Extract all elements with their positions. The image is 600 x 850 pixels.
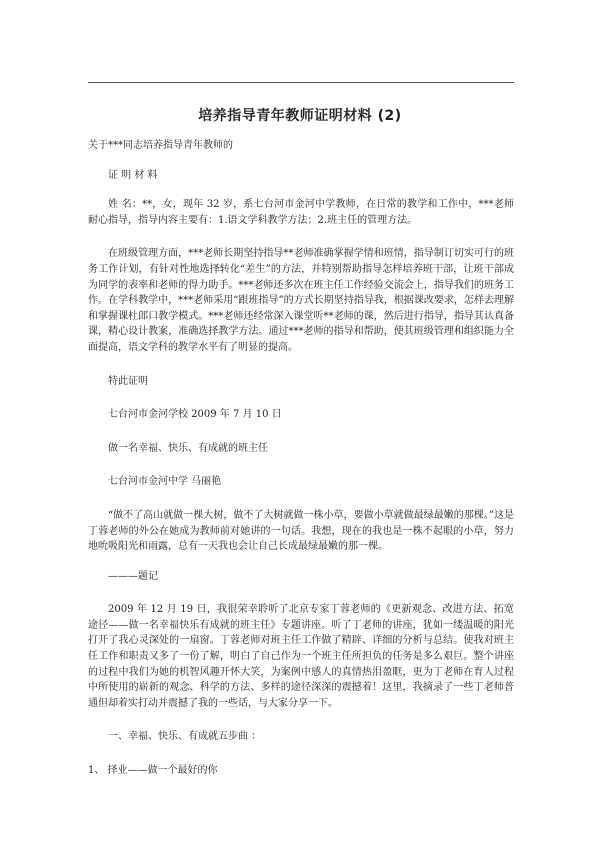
signature-line: 七台河市金河学校 2009 年 7 月 10 日 [108,409,282,421]
certificate-heading: 证 明 材 料 [108,169,158,181]
salutation-line: 关于***同志培养指导青年教师的 [88,140,233,151]
section-heading: 一、幸福、快乐、有成就五步曲 ： [108,731,262,743]
special-note: 特此证明 [108,375,148,387]
paragraph-lecture: 2009 年 12 月 19 日，我很荣幸聆听了北京专家丁蓉老师的《更新观念、改进方法、拓宽途径——做一名幸福快乐有成就的班主任》专题讲座。听了丁老师的讲座，犹如一缕温暖的阳光打开了我心灵深处的一扇窗。丁蓉老师对班主任工作做了精辟、详细的分析与总结。使我对班主任工作和职责又多了一份了解，明白了自己作为一个班主任所担负的任务是多么艰巨。整个讲座的过程中我们为她的机智风趣开怀大笑，为案例中感人的真情热泪盈眶，更为丁老师在育人过程中所使用的崭新的观念、科学的方法、多样的途径深深的震撼着！这里，我摘录了一些丁老师普通但却着实打动并震撼了我的一些话，与大家分享一下。 [88,604,514,709]
article-title: 做一名幸福、快乐、有成就的班主任 [108,442,268,454]
paragraph-guidance: 在班级管理方面，***老师长期坚持指导**老师准确掌握学情和班情，指导制订切实可行的班务工作计划，有针对性地选择转化“差生”的方法，并特别帮助指导怎样培养班干部，让班干部成为同学的表率和老师的得力助手。***老师还多次在班主任工作经验交流会上，指导我们的班务工作。在学科教学中，***老师采用“跟班指导”的方式长期坚持指导我，根据课改要求，怎样去理解和掌握课杜郎口教学模式。***老师还经常深入课堂听**老师的课，然后进行指导，指导其认真备课，精心设计教案，准确选择教学方法。通过***老师的指导和帮助，使其班级管理和组织能力全面提高，语文学科的教学水平有了明显的提高。 [88,248,514,353]
author-line: 七台河市金河中学 马丽艳 [108,476,222,488]
paragraph-personal-info: 姓 名：**，女，现年 32 岁，系七台河市金河中学教师，在日常的教学和工作中，***老师耐心指导，指导内容主要有：1.语文学科教学方法；2.班主任的管理方法。 [88,199,514,226]
quote-paragraph: “做不了高山就做一棵大树，做不了大树就做一株小草，要做小草就做最绿最嫩的那棵。”这是丁蓉老师的外公在她成为教师前对她讲的一句话。我想，现在的我也是一株不起眼的小草，努力地吮吸阳光和雨露，总有一天我也会让自己长成最绿最嫩的那一棵。 [88,509,514,553]
list-item: 1、 择业——做一个最好的你 [88,765,218,777]
document-title: 培养指导青年教师证明材料 (2) [198,108,402,124]
document-body [88,128,514,779]
header-rule [88,82,514,83]
epigraph: ———题记 [108,570,158,582]
